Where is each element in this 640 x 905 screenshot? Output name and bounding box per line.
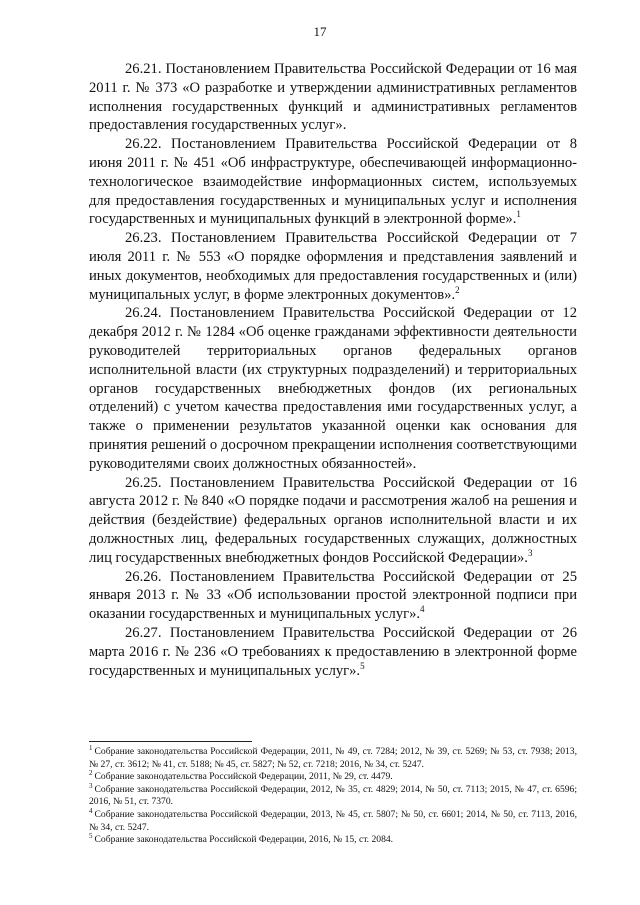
footnote-reference[interactable]: 5 — [360, 660, 365, 671]
paragraph-26-27 — [89, 624, 577, 680]
paragraph-26-23 — [89, 229, 577, 304]
footnote-text: Собрание законодательства Российской Федерации, 2011, № 29, ст. 4479. — [94, 771, 393, 783]
footnote-reference[interactable]: 4 — [420, 604, 425, 615]
footnotes — [89, 743, 577, 847]
footnote-text: Собрание законодательства Российской Федерации, 2013, № 45, ст. 5807; № 50, ст. 6601; 2014, № 50, ст. 7113, 2016, № 34, ст. 5247. — [89, 808, 577, 833]
paragraph-26-25 — [89, 474, 577, 568]
footnote-mark: 3 — [89, 781, 93, 790]
footnote-mark: 5 — [89, 831, 93, 840]
paragraph-26-22 — [89, 135, 577, 229]
body-text — [89, 60, 577, 680]
footnote-5 — [89, 831, 577, 847]
footnote-4 — [89, 806, 577, 834]
paragraph-text: 26.26. Постановлением Правительства Российской Федерации от 25 января 2013 г. № 33 «Об использовании простой электронной подписи при оказании государственных и муниципальных услуг». — [89, 568, 577, 623]
paragraph-text: 26.24. Постановлением Правительства Российской Федерации от 12 декабря 2012 г. № 1284 «Об оценке гражданами эффективности деятельности руководителей территориальных органов федеральных органов исполнительной власти (их структурных подразделений) и территориальных органов государственных внебюджетных фондов (их региональных отделений) с учетом качества предоставления ими государственных услуг, а также о применении результатов указанной оценки как основания для принятия решений о досрочном прекращении исполнения соответствующими руководителями своих должностных обязанностей». — [89, 305, 577, 472]
paragraph-26-24 — [89, 304, 577, 473]
footnote-text: Собрание законодательства Российской Федерации, 2011, № 49, ст. 7284; 2012, № 39, ст. 5269; № 53, ст. 7938; 2013, № 27, ст. 3612; № 41, ст. 5188; № 45, ст. 5827; № 52, ст. 7218; 2016, № 34, ст. 5247. — [89, 746, 577, 770]
paragraph-26-26 — [89, 568, 577, 624]
paragraph-text: 26.27. Постановлением Правительства Российской Федерации от 26 марта 2016 г. № 236 «О требованиях к предоставлению в электронной форме государственных и муниципальных услуг». — [89, 624, 577, 679]
paragraph-text: 26.21. Постановлением Правительства Российской Федерации от 16 мая 2011 г. № 373 «О разработке и утверждении административных регламентов исполнения государственных функций и административных регламентов предоставления государственных услуг». — [89, 61, 577, 134]
footnote-mark: 1 — [89, 743, 93, 752]
paragraph-text: 26.25. Постановлением Правительства Российской Федерации от 16 августа 2012 г. № 840 «О порядке подачи и рассмотрения жалоб на решения и действия (бездействие) федеральных органов исполнительной власти и их должностных лиц, федеральных государственных служащих, должностных лиц государственных внебюджетных фондов Российской Федерации». — [89, 474, 577, 566]
page-number: 17 — [313, 24, 327, 39]
footnote-3 — [89, 781, 577, 809]
footnote-2 — [89, 771, 577, 784]
footnote-mark: 4 — [89, 806, 93, 815]
footnote-reference[interactable]: 1 — [516, 209, 521, 220]
footnote-1 — [89, 743, 577, 771]
paragraph-26-21 — [89, 60, 577, 135]
paragraph-text: 26.22. Постановлением Правительства Российской Федерации от 8 июня 2011 г. № 451 «Об инфраструктуре, обеспечивающей информационно-технологическое взаимодействие информационных систем, используемых для предоставления государственных и муниципальных услуг и исполнения государственных и муниципальных функций в электронной форме». — [89, 136, 577, 228]
footnote-reference[interactable]: 3 — [527, 547, 533, 558]
footnote-text: Собрание законодательства Российской Федерации, 2016, № 15, ст. 2084. — [94, 834, 394, 846]
footnote-divider — [89, 741, 252, 742]
footnote-reference[interactable]: 2 — [455, 284, 460, 295]
footnote-mark: 2 — [89, 769, 93, 777]
footnote-text: Собрание законодательства Российской Федерации, 2012, № 35, ст. 4829; 2014, № 50, ст. 7113; 2015, № 47, ст. 6596; 2016, № 51, ст. 7370. — [89, 783, 577, 808]
paragraph-text: 26.23. Постановлением Правительства Российской Федерации от 7 июля 2011 г. № 553 «О порядке оформления и представления заявлений и иных документов, необходимых для предоставления государственных и (или) муниципальных услуг, в форме электронных документов». — [89, 230, 577, 303]
